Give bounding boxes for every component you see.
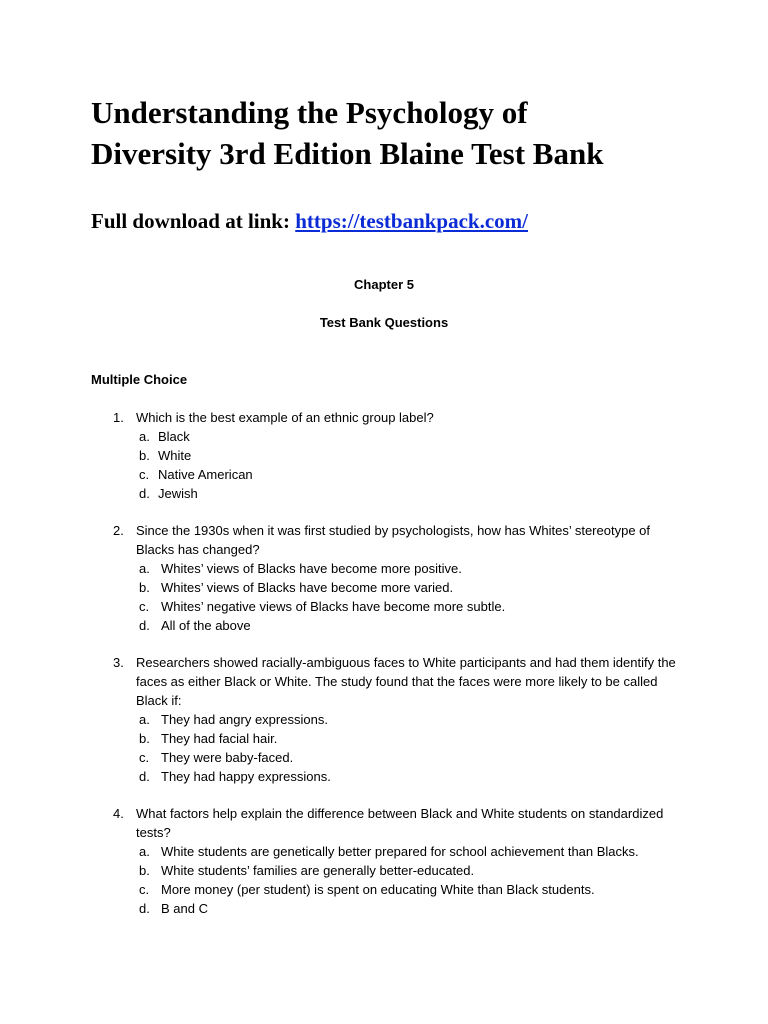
option-letter: d. — [139, 618, 150, 633]
question-number: 4. — [113, 806, 124, 821]
chapter-heading: Chapter 5 — [354, 277, 414, 292]
option-letter: c. — [139, 467, 150, 482]
option-text: They had facial hair. — [161, 731, 278, 746]
question-item — [0, 521, 768, 635]
option-letter: c. — [139, 599, 150, 614]
question-item — [0, 408, 768, 503]
option-item — [0, 578, 768, 597]
option-item — [0, 748, 768, 767]
option-item — [0, 446, 768, 465]
question-text: Since the 1930s when it was first studied by psychologists, how has Whites’ stereotype of Blacks has changed? — [136, 523, 651, 557]
option-text: They were baby-faced. — [161, 750, 294, 765]
download-label: Full download at link: — [91, 209, 296, 233]
option-letter: d. — [139, 901, 150, 916]
question-list — [0, 408, 768, 936]
title-line-2: Diversity 3rd Edition Blaine Test Bank — [91, 136, 604, 171]
option-text: Whites’ negative views of Blacks have become more subtle. — [161, 599, 506, 614]
option-letter: a. — [139, 844, 150, 859]
option-letter: c. — [139, 882, 150, 897]
option-item — [0, 559, 768, 578]
option-letter: b. — [139, 863, 150, 878]
option-text: More money (per student) is spent on educating White than Black students. — [161, 882, 595, 897]
option-letter: d. — [139, 769, 150, 784]
question-item — [0, 653, 768, 786]
title-line-1: Understanding the Psychology of — [91, 95, 528, 130]
option-item — [0, 710, 768, 729]
question-number: 2. — [113, 523, 124, 538]
option-item — [0, 484, 768, 503]
document-title — [91, 92, 731, 174]
option-list — [0, 710, 768, 786]
option-item — [0, 899, 768, 918]
option-item — [0, 767, 768, 786]
option-text: They had angry expressions. — [161, 712, 328, 727]
option-item — [0, 427, 768, 446]
option-letter: c. — [139, 750, 150, 765]
option-text: White — [158, 448, 192, 463]
option-text: Native American — [158, 467, 253, 482]
download-line — [91, 207, 528, 235]
option-item — [0, 729, 768, 748]
option-list — [0, 427, 768, 503]
question-number: 1. — [113, 410, 124, 425]
question-text: Researchers showed racially-ambiguous faces to White participants and had them identify the faces as either Black or White. The study found that the faces were more likely to be called Black if: — [136, 655, 676, 708]
option-text: Whites’ views of Blacks have become more varied. — [161, 580, 454, 595]
question-text: What factors help explain the difference between Black and White students on standardized tests? — [136, 806, 664, 840]
option-item — [0, 861, 768, 880]
question-text: Which is the best example of an ethnic group label? — [136, 410, 434, 425]
option-item — [0, 880, 768, 899]
section-heading: Multiple Choice — [91, 372, 188, 387]
option-letter: b. — [139, 731, 150, 746]
option-text: White students are genetically better prepared for school achievement than Blacks. — [161, 844, 639, 859]
question-item — [0, 804, 768, 918]
option-letter: a. — [139, 712, 150, 727]
option-item — [0, 465, 768, 484]
option-text: B and C — [161, 901, 208, 916]
option-item — [0, 616, 768, 635]
option-item — [0, 597, 768, 616]
option-letter: d. — [139, 486, 150, 501]
question-number: 3. — [113, 655, 124, 670]
option-item — [0, 842, 768, 861]
option-letter: a. — [139, 429, 150, 444]
option-letter: b. — [139, 448, 150, 463]
option-text: They had happy expressions. — [161, 769, 331, 784]
option-text: White students’ families are generally better-educated. — [161, 863, 475, 878]
option-text: Jewish — [158, 486, 198, 501]
option-list — [0, 842, 768, 918]
download-link[interactable]: https://testbankpack.com/ — [295, 209, 529, 233]
option-letter: b. — [139, 580, 150, 595]
option-text: Whites’ views of Blacks have become more positive. — [161, 561, 462, 576]
option-text: All of the above — [161, 618, 251, 633]
option-list — [0, 559, 768, 635]
option-text: Black — [158, 429, 190, 444]
option-letter: a. — [139, 561, 150, 576]
test-bank-heading: Test Bank Questions — [319, 315, 449, 330]
